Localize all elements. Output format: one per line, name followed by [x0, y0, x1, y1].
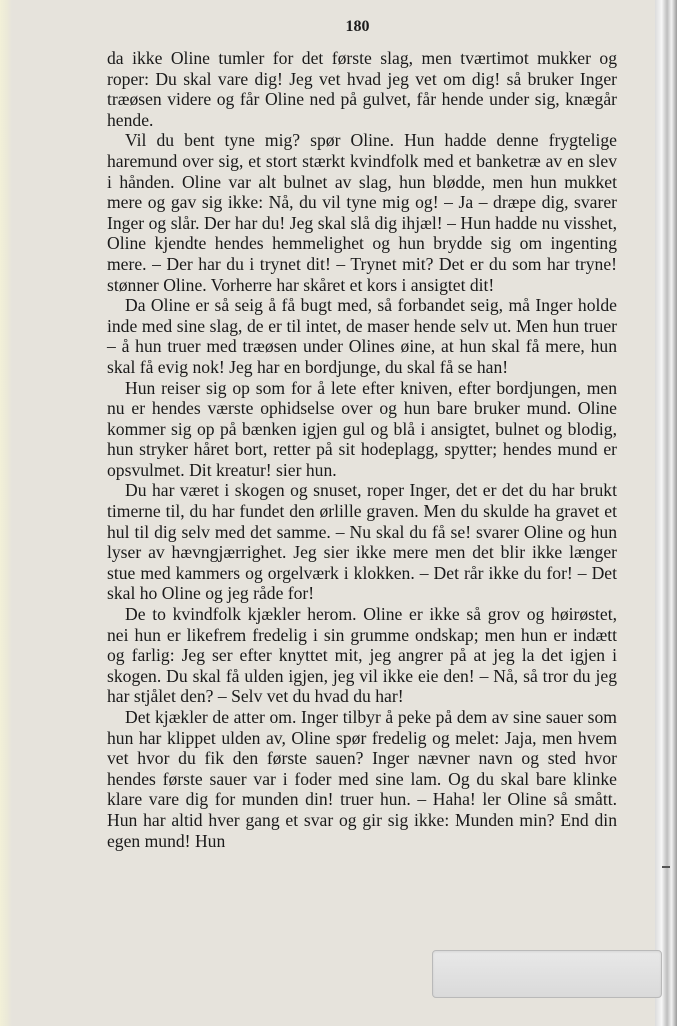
paragraph: De to kvindfolk kjækler herom. Oline er ikke så grov og høirøstet, nei hun er likefrem fredelig i sin grumme ondskap; men hun er indætt og farlig: Jeg ser efter knyttet mit, jeg angrer på at jeg la det igjen i skogen. Du skal få ulden igjen, jeg vil ikke eie den! – Nå, så tror du jeg har stjålet den? – Selv vet du hvad du har! — [107, 604, 617, 707]
library-label-sticker — [432, 950, 662, 998]
book-gutter — [655, 0, 677, 1026]
paragraph: Da Oline er så seig å få bugt med, så forbandet seig, må Inger holde inde med sine slag, de er til intet, de maser hende selv ut. Men hun truer – å hun truer med træøsen under Olines øine, at hun skal få mere, hun skal få evig nok! Jeg har en bordjunge, du skal få se han! — [107, 295, 617, 377]
paragraph: Det kjækler de atter om. Inger tilbyr å peke på dem av sine sauer som hun har klippet ulden av, Oline spør fredelig og melet: Jaja, men hvem vet hvor du fik den første sauen? Inger nævner navn og sted hvor hendes første sauer var i foder med sine lam. Og du skal bare klinke klare vare dig for munden din! truer hun. – Haha! ler Oline så smått. Hun har altid hver gang et svar og gir sig ikke: Munden min? End din egen mund! Hun — [107, 707, 617, 851]
body-text — [107, 48, 617, 851]
page-edge — [0, 0, 12, 1026]
paragraph: Du har været i skogen og snuset, roper Inger, det er det du har brukt timerne til, du har fundet den ørlille graven. Men du skulde ha gravet et hul til dig selv med det samme. – Nu skal du få se! svarer Oline og hun lyser av hævngjærrighet. Jeg sier ikke mere men det blir ikke længer stue med kammers og orgelværk i klokken. – Det rår ikke du for! – Det skal ho Oline og jeg råde for! — [107, 480, 617, 604]
paragraph: Vil du bent tyne mig? spør Oline. Hun hadde denne frygtelige haremund over sig, et stort stærkt kvindfolk med et banketræ av en slev i hånden. Oline var alt bulnet av slag, hun blødde, men hun mukket mere og gav sig ikke: Nå, du vil tyne mig og! – Ja – dræpe dig, svarer Inger og slår. Der har du! Jeg skal slå dig ihjæl! – Hun hadde nu visshet, Oline kjendte hendes hemmelighet og hun brydde sig om ingenting mere. – Der har du i trynet dit! – Trynet mit? Det er du som har tryne! stønner Oline. Vorherre har skåret et kors i ansigtet dit! — [107, 130, 617, 295]
paragraph: da ikke Oline tumler for det første slag, men tværtimot mukker og roper: Du skal vare dig! Jeg vet hvad jeg vet om dig! så bruker Inger træøsen videre og får Oline ned på gulvet, får hende under sig, knægår hende. — [107, 48, 617, 130]
page-number: 180 — [345, 18, 370, 35]
margin-mark — [662, 866, 670, 868]
paragraph: Hun reiser sig op som for å lete efter kniven, efter bordjungen, men nu er hendes værste ophidselse over og hun bare bruker mund. Oline kommer sig op på bænken igjen gul og blå i ansigtet, bulnet og blodig, hun stryker håret bort, retter på sit hodeplagg, spytter; hendes mund er opsvulmet. Dit kreatur! sier hun. — [107, 377, 617, 480]
